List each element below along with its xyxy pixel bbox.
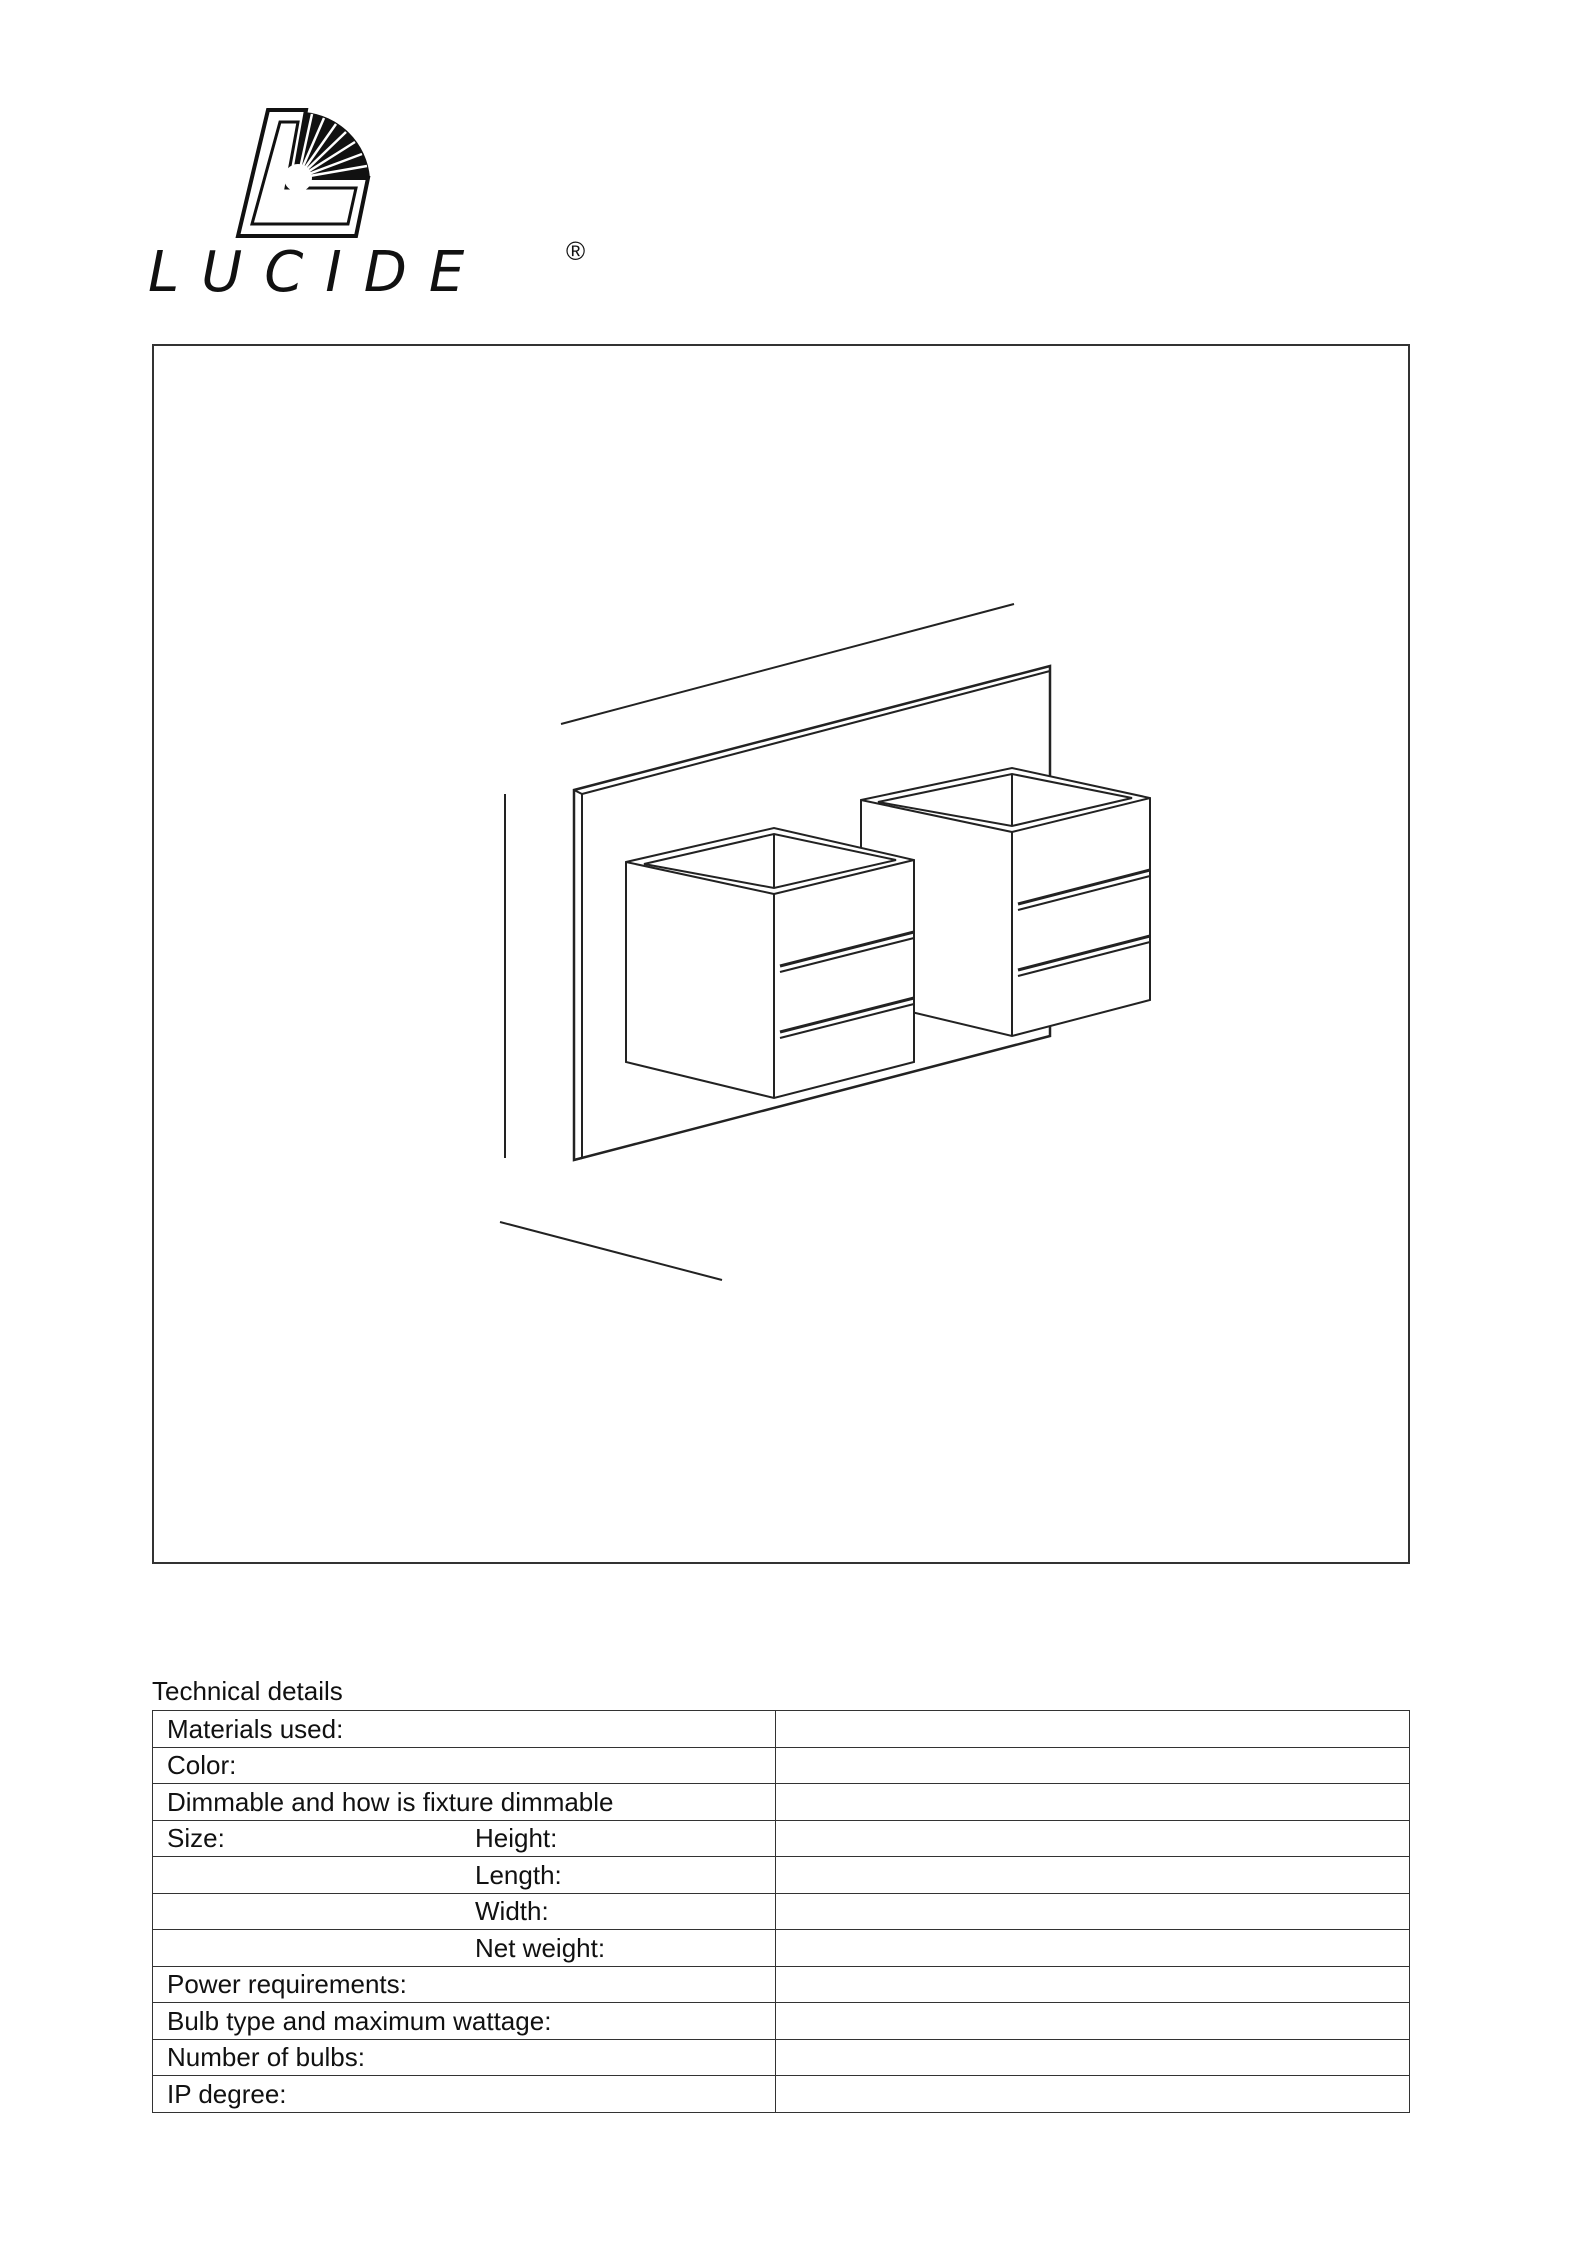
table-row bbox=[153, 1784, 1410, 1821]
row-label-cell bbox=[153, 1711, 776, 1748]
lucide-sunburst-logo-icon bbox=[228, 108, 378, 240]
row-label-cell bbox=[153, 1747, 776, 1784]
row-label-cell bbox=[153, 2076, 776, 2113]
registered-mark: ® bbox=[566, 236, 586, 266]
brand-wordmark: LUCIDE bbox=[148, 240, 487, 305]
row-label: Bulb type and maximum wattage: bbox=[167, 2005, 552, 2036]
row-label-cell bbox=[153, 1966, 776, 2003]
row-label-cell bbox=[153, 1893, 776, 1930]
table-row bbox=[153, 1711, 1410, 1748]
brand-logo bbox=[148, 108, 586, 308]
technical-details-table bbox=[152, 1710, 1410, 2113]
table-row bbox=[153, 1747, 1410, 1784]
row-label: Color: bbox=[167, 1750, 237, 1781]
row-label-cell bbox=[153, 1784, 776, 1821]
table-row bbox=[153, 1930, 1410, 1967]
table-row bbox=[153, 1857, 1410, 1894]
table-row bbox=[153, 2039, 1410, 2076]
row-value-cell bbox=[776, 2076, 1410, 2113]
row-value-cell bbox=[776, 1893, 1410, 1930]
row-label-cell bbox=[153, 2039, 776, 2076]
row-label: Size: bbox=[167, 1823, 225, 1854]
row-value-cell bbox=[776, 2003, 1410, 2040]
row-label-cell bbox=[153, 2003, 776, 2040]
technical-details-title: Technical details bbox=[152, 1676, 343, 1706]
row-value-cell bbox=[776, 1711, 1410, 1748]
row-value-cell bbox=[776, 1784, 1410, 1821]
row-sublabel: Width: bbox=[475, 1896, 549, 1927]
row-label-cell bbox=[153, 1857, 776, 1894]
wall-light-two-cubes-drawing bbox=[154, 346, 1412, 1566]
row-value-cell bbox=[776, 1820, 1410, 1857]
row-sublabel: Net weight: bbox=[475, 1932, 606, 1963]
row-label: Number of bulbs: bbox=[167, 2042, 365, 2073]
row-label-cell bbox=[153, 1820, 776, 1857]
row-label: Dimmable and how is fixture dimmable bbox=[167, 1786, 614, 1817]
row-value-cell bbox=[776, 2039, 1410, 2076]
table-row bbox=[153, 2076, 1410, 2113]
table-row bbox=[153, 1820, 1410, 1857]
row-label-cell bbox=[153, 1930, 776, 1967]
table-row bbox=[153, 1966, 1410, 2003]
row-label: IP degree: bbox=[167, 2078, 287, 2109]
row-value-cell bbox=[776, 1930, 1410, 1967]
row-value-cell bbox=[776, 1966, 1410, 2003]
table-row bbox=[153, 1893, 1410, 1930]
row-label: Power requirements: bbox=[167, 1969, 407, 2000]
product-illustration-frame bbox=[152, 344, 1410, 1564]
row-value-cell bbox=[776, 1747, 1410, 1784]
row-value-cell bbox=[776, 1857, 1410, 1894]
row-sublabel: Length: bbox=[475, 1859, 562, 1890]
row-sublabel: Height: bbox=[475, 1823, 558, 1854]
table-row bbox=[153, 2003, 1410, 2040]
row-label: Materials used: bbox=[167, 1713, 344, 1744]
